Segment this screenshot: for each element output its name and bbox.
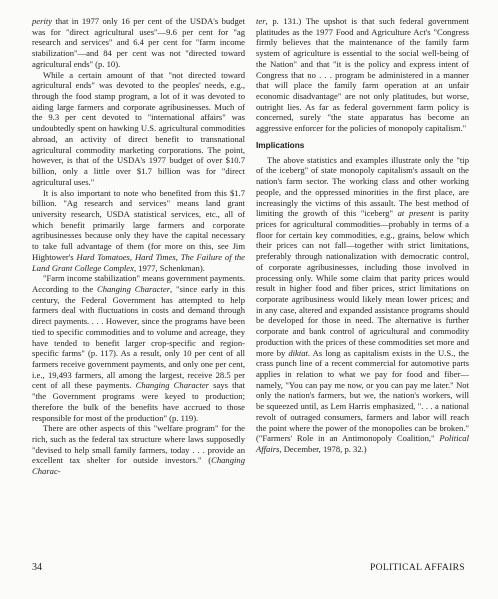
text-run: , 1977, Schenkman). <box>133 262 205 273</box>
text-run: , December, 1978, p. 32.) <box>279 444 367 455</box>
italic-text: perity <box>32 16 53 26</box>
right-column <box>256 16 469 455</box>
text-run: Implications <box>256 139 305 150</box>
italic-text: Changing Character <box>135 380 209 391</box>
paragraph <box>256 155 469 455</box>
text-run: , p. 131.) The upshot is that such federal government platitudes as the 1977 Food and Agriculture Act's "Congress firmly believes that the maintenance of the family farm system of agriculture is essential to the social well-being of the Nation" and that "it is the policy and express intent of Congress that no . . . program be administered in a manner that will place the family farm operation at an unfair economic disadvantage" are not only platitudes, but worse, outright lies. As far as federal government farm policy is concerned, surely "the state apparatus has become an aggressive enforcer for the policies of monopoly capitalism." <box>256 16 469 134</box>
text-run: The above statistics and examples illustrate only the "tip of the iceberg" of state monopoly capitalism's assault on the nation's farm sector. The working class and other working people, and the oppressed minorities in the first place, are increasingly the victims of this assault. The best method of limiting the growth of this "iceberg" <box>256 154 469 219</box>
text-run: There are other aspects of this "welfare program" for the rich, such as the federal tax structure where laws supposedly "devised to help small family farmers, today . . . provide an excellent tax shelter for outside investors." ( <box>32 423 245 466</box>
italic-text: ter <box>256 16 266 26</box>
paragraph <box>32 273 245 423</box>
section-heading <box>256 140 469 151</box>
text-run: While a certain amount of that "not directed toward agricultural ends" was devoted to the peoples' needs, e.g., through the food stamp program, a lot of it was devoted to aiding large farmers and corporate agribusinesses. Much of the 9.3 per cent devoted to "international affairs" was undoubtedly spent on hawking U.S. agricultural commodities abroad, an activity of direct benefit to transnational agricultural commodity marketing corporations. The point, however, is that of the USDA's 1977 budget of over $10.7 billion, only a little over $1.7 billion was for "direct agricultural uses." <box>32 69 245 187</box>
italic-text: Changing Charac- <box>32 455 245 477</box>
text-run: It is also important to note who benefited from this $1.7 billion. "Ag research and services" means land grant university research, USDA statistical services, etc., all of which benefit primarily large farmers and corporate agribusinesses because only they have the capital necessary to take full advantage of them (for more on this, see Jim Hightower's <box>32 187 245 262</box>
italic-text: Hard Tomatoes, Hard Times, The Failure of the Land Grant College Complex <box>32 251 245 273</box>
left-column <box>32 16 245 477</box>
text-run: says that "the Government programs were keyed to production; therefore the bulk of the benefits have accrued to those responsible for most of the production" (p. 119). <box>32 380 246 423</box>
italic-text: Changing Character <box>96 283 171 294</box>
paragraph <box>32 188 245 274</box>
text-run: is parity prices for agricultural commodities—probably in terms of a floor for certain key commodities, e.g., grains, below which their prices can not fall—together with strict limitations, preferably through nationalization with democratic control, of corporate agribusinesses, including those involved in processing only. While some claim that parity prices would result in higher food and fiber prices, strict limitations on corporate agribusiness would likely mean lower prices; and in any case, altered and expanded assistance programs should be developed for those in need. The alternative is further corporate and bank control of agricultural and commodity production with the prices of these commodities set more and more by <box>256 208 469 358</box>
text-run: , "since early in this century, the Federal Government has attempted to help farmers deal with fluctuations in costs and demand through direct payments. . . . However, since the programs have been tied to specific commodities and to volume and acreage, they have tended to benefit larger crop-specific and region-specific farms" (p. 117). As a result, only 10 per cent of all farmers receive government payments, and only one per cent, i.e., 19,493 farmers, all among the largest, receive 28.5 per cent of all these payments. <box>32 283 245 391</box>
text-run: that in 1977 only 16 per cent of the USDA's budget was for "direct agricultural uses"—9.6 per cent for "ag research and services" and 6.4 per cent for "farm income stabilization"—and 84 per cent was not "directed toward agricultural ends" (p. 10). <box>32 16 245 69</box>
italic-text: diktat <box>288 347 308 358</box>
paragraph <box>32 423 245 477</box>
paragraph <box>32 70 245 188</box>
paragraph <box>32 16 245 70</box>
italic-text: at present <box>397 208 434 219</box>
journal-name: POLITICAL AFFAIRS <box>370 562 465 573</box>
page-number: 34 <box>32 562 42 573</box>
paragraph <box>256 16 469 134</box>
text-run: "Farm income stabilization" means government payments. According to the <box>32 273 245 294</box>
text-run: . As long as capitalism exists in the U.S., the crass punch line of a recent commercial for automotive parts applies in relation to what we pay for food and fiber—namely, "You can pay me now, or you can pay me later." Not only the nation's farmers, but we, the nation's workers, will be squeezed until, as Lem Harris emphasized, ". . . a national revolt of outraged consumers, farmers and labor will reach the point where the power of the monopolies can be broken." ("Farmers' Role in an Antimonopoly Coalition," <box>256 347 469 444</box>
italic-text: Political Affairs <box>256 433 469 455</box>
